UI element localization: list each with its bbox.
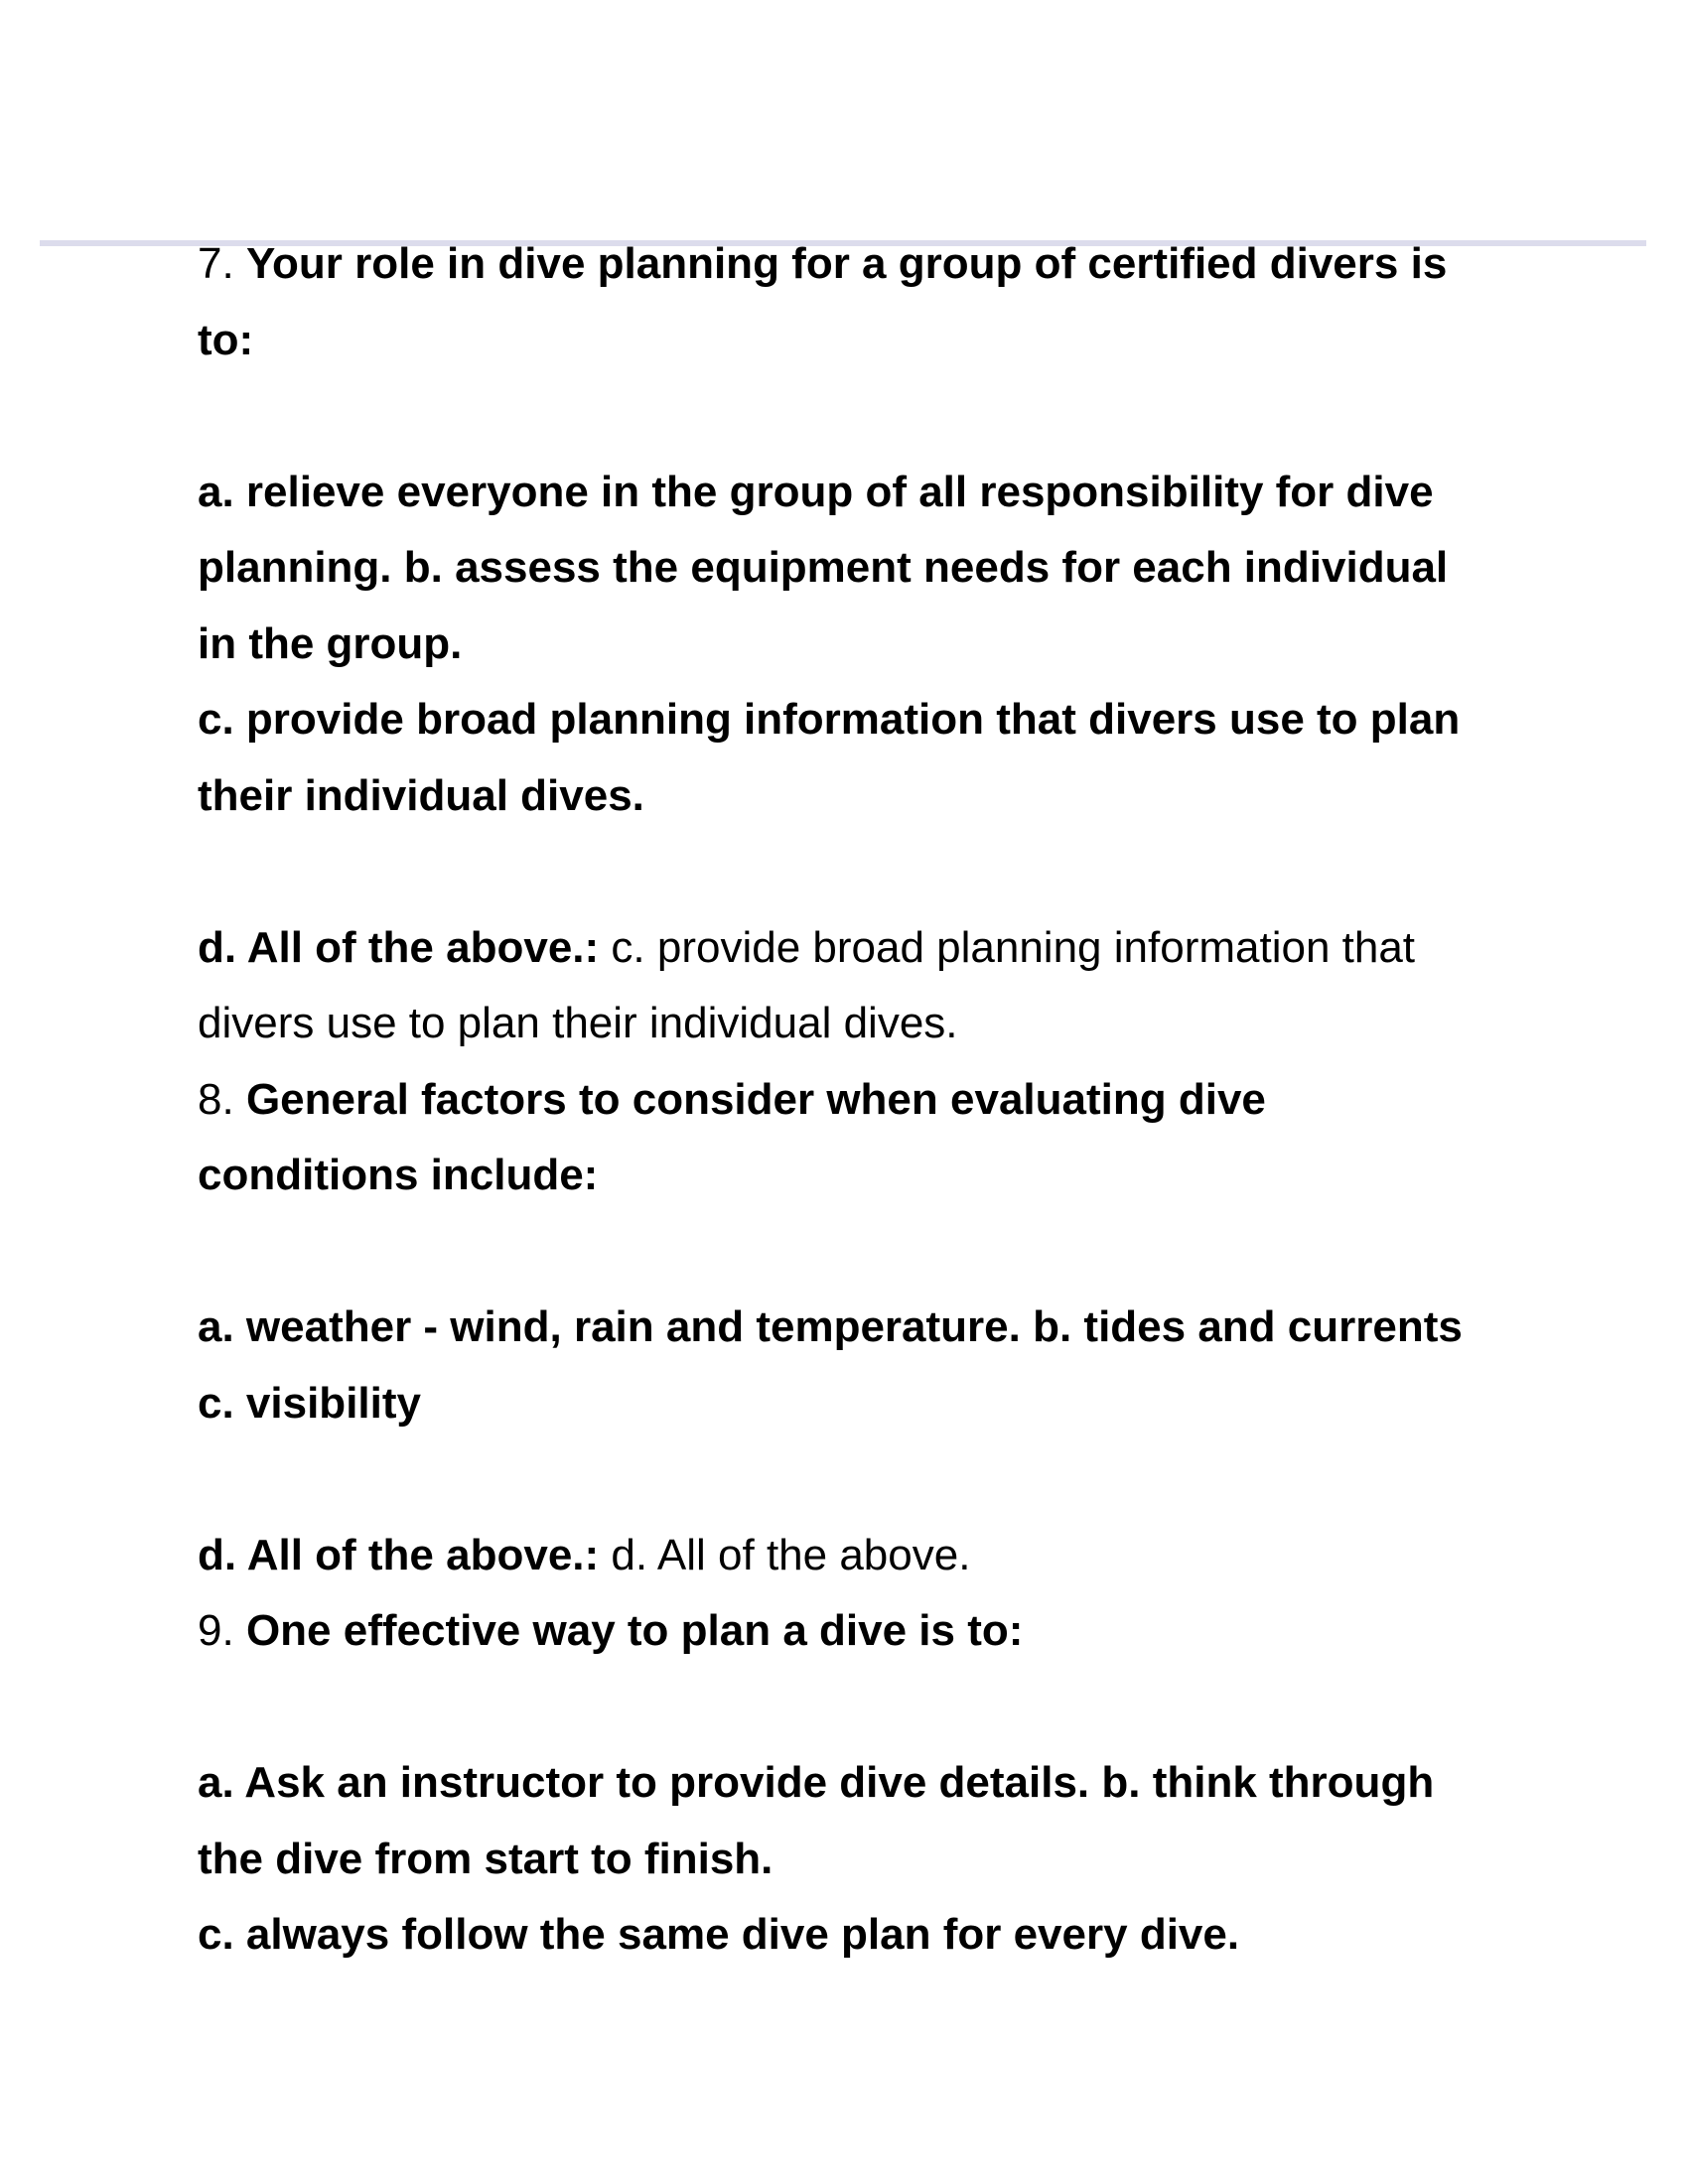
question-text: to: bbox=[198, 315, 254, 364]
answer-label: d. All of the above.: bbox=[198, 922, 600, 972]
answer-7 bbox=[198, 910, 1508, 987]
option-line: a. weather - wind, rain and temperature. b. tides and currents bbox=[198, 1302, 1463, 1351]
question-number: 8. bbox=[198, 1074, 234, 1124]
question-number: 9. bbox=[198, 1606, 234, 1655]
option-line: planning. b. assess the equipment needs for each individual bbox=[198, 543, 1449, 592]
spacer bbox=[198, 1670, 1508, 1746]
option-line: in the group. bbox=[198, 618, 463, 668]
option-line: their individual dives. bbox=[198, 770, 644, 820]
answer-8 bbox=[198, 1518, 1508, 1594]
document-body bbox=[198, 226, 1508, 1974]
option-line: c. always follow the same dive plan for every dive. bbox=[198, 1910, 1240, 1959]
question-number: 7. bbox=[198, 239, 234, 288]
option-line: a. relieve everyone in the group of all responsibility for dive bbox=[198, 467, 1434, 516]
spacer bbox=[198, 1214, 1508, 1291]
answer-text: divers use to plan their individual dives. bbox=[198, 999, 958, 1047]
answer-text: c. provide broad planning information that bbox=[611, 922, 1416, 972]
spacer bbox=[198, 834, 1508, 910]
question-text: General factors to consider when evaluating dive bbox=[245, 1074, 1266, 1124]
question-text: conditions include: bbox=[198, 1151, 599, 1199]
question-7 bbox=[198, 226, 1508, 303]
spacer bbox=[198, 1441, 1508, 1518]
option-line: c. provide broad planning information that divers use to plan bbox=[198, 695, 1461, 744]
answer-label: d. All of the above.: bbox=[198, 1530, 600, 1579]
question-9 bbox=[198, 1593, 1508, 1670]
option-line: the dive from start to finish. bbox=[198, 1834, 774, 1883]
option-line: c. visibility bbox=[198, 1378, 421, 1428]
spacer bbox=[198, 378, 1508, 455]
answer-text: d. All of the above. bbox=[611, 1530, 971, 1579]
question-text: One effective way to plan a dive is to: bbox=[245, 1606, 1024, 1655]
question-8 bbox=[198, 1062, 1508, 1139]
option-line: a. Ask an instructor to provide dive details. b. think through bbox=[198, 1758, 1435, 1807]
question-text: Your role in dive planning for a group of certified divers is bbox=[245, 239, 1448, 288]
